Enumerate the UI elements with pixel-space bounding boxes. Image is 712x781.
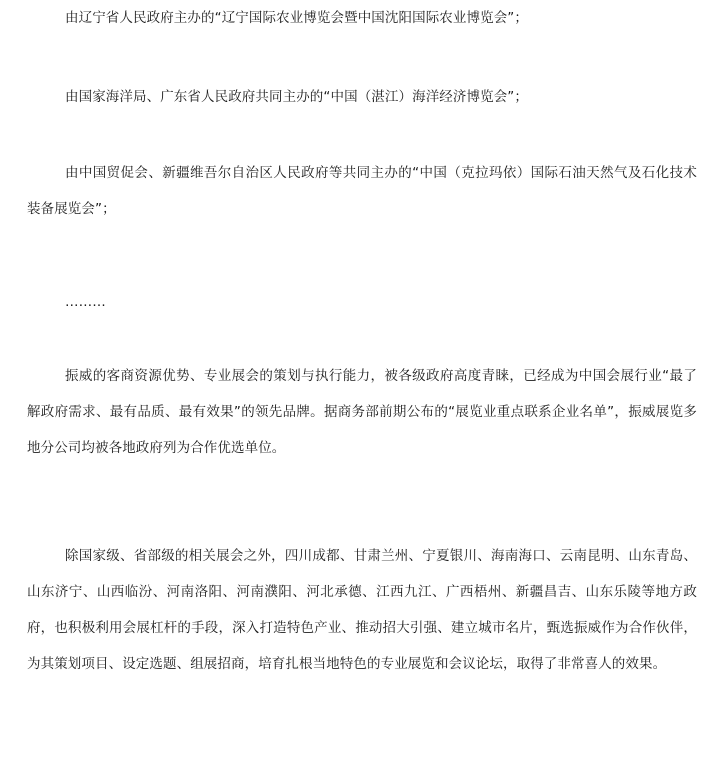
paragraph-zhenwei-brand: 振威的客商资源优势、专业展会的策划与执行能力，被各级政府高度青睐，已经成为中国会展行业“最了解政府需求、最有品质、最有效果”的领先品牌。据商务部前期公布的“展览业重点联系企业名单”，振威展览多地分公司均被各地政府列为合作优选单位。 [27, 368, 697, 456]
paragraph-zhanjiang-expo: 由国家海洋局、广东省人民政府共同主办的“中国（湛江）海洋经济博览会”； [65, 89, 528, 105]
paragraph-karamay-expo: 由中国贸促会、新疆维吾尔自治区人民政府等共同主办的“中国（克拉玛依）国际石油天然气及石化技术装备展览会”； [27, 165, 697, 217]
paragraph-local-governments: 除国家级、省部级的相关展会之外，四川成都、甘肃兰州、宁夏银川、海南海口、云南昆明、山东青岛、山东济宁、山西临汾、河南洛阳、河南濮阳、河北承德、江西九江、广西梧州、新疆昌吉、山东乐陵等地方政府，也积极利用会展杠杆的手段，深入打造特色产业、推动招大引强、建立城市名片，甄选振威作为合作伙伴，为其策划项目、设定选题、组展招商，培育扎根当地特色的专业展览和会议论坛，取得了非常喜人的效果。 [27, 548, 697, 672]
paragraph-liaoning-expo: 由辽宁省人民政府主办的“辽宁国际农业博览会暨中国沈阳国际农业博览会”； [65, 10, 528, 26]
paragraph-ellipsis: ……… [65, 294, 106, 310]
